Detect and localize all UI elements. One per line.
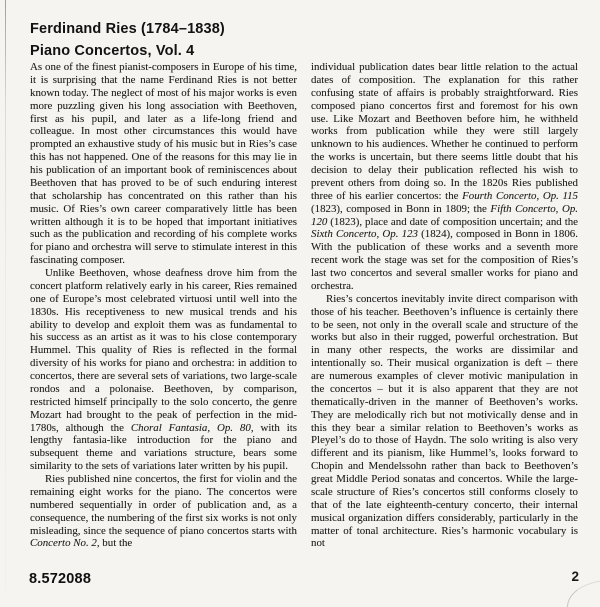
album-title: Piano Concertos, Vol. 4 [30,42,195,59]
paragraph-2 [30,267,297,473]
work-title-italic: Choral Fantasia, Op. 80 [130,421,251,434]
text-run: (1823), composed in Bonn in 1809; the [311,202,491,215]
text-run: Unlike Beethoven, whose deafness drove him from the concert platform relatively early in his career, Ries remained one of Europe’s most celebrated virtuosi until well into the 1830s. His receptiveness to new musical trends and his ability to develop and exploit them was as fundamental to his success as an artist as it was to his close contemporary Hummel. This quality of Ries is reflected in the formal diversity of his works for piano and orchestra: in addition to concertos, there are several sets of variations, two large-scale rondos and a polonaise. Beethoven, by comparison, restricted himself principally to the solo concerto, the genre Mozart had brought to the peak of perfection in the mid-1780s, although the [30,267,297,434]
page-curl-mark [567,580,600,607]
liner-notes-text [30,61,579,550]
work-title-italic: Sixth Concerto, Op. 123 [311,228,418,241]
text-run: , but the [96,537,133,550]
text-run: Ries published nine concertos, the first for violin and the remaining eight works for the piano. The concertos were numbered sequentially in order of publication and, as a consequence, the numbering of the first six works is not only misleading, since the sequence of piano concertos starts with [30,473,297,537]
text-run: , with its lengthy fantasia-like introduction for the piano and subsequent theme and variations structure, bears some similarity to the sets of variations later written by his pupil. [30,421,298,473]
catalog-number: 8.572088 [29,571,92,587]
work-title-italic: Fourth Concerto, Op. 115 [462,189,578,202]
work-title-italic: Fifth Concerto, Op. 120 [311,202,578,228]
work-title-italic: Concerto No. 2 [30,537,97,550]
text-run: (1823), place and date of composition uncertain; and the [327,215,578,228]
composer-title: Ferdinand Ries (1784–1838) [30,21,225,37]
right-column [311,61,578,550]
left-column [30,61,297,550]
paragraph-1: As one of the finest pianist-composers in Europe of his time, it is surprising that the name Ferdinand Ries is not better known today. The neglect of most of his major works is even more puzzling given his long association with Beethoven, first as his pupil, and later as a life-long friend and colleague. In most other circumstances this would have prompted an exhaustive study of his music but in Ries’s case this has not happened. One of the reasons for this may lie in his publication of an important book of reminiscences about Beethoven that has proved to be of such enduring interest that scholarship has concentrated on this rather than his music. Of Ries’s own career comparatively little has been written although it is to be hoped that important initiatives such as the publication and recording of his complete works for piano and orchestra will serve to stimulate interest in this fascinating composer. [30,61,297,267]
paragraph-5: Ries’s concertos inevitably invite direct comparison with those of his teacher. Beethoven’s influence is certainly there to be seen, not only in the overall scale and structure of the works but also in their rugged, powerful orchestration. But in many other respects, the works are dissimilar and intentionally so. Their musical organization is deft – there are numerous examples of clever motivic manipulation in the concertos – but it is also apparent that they are not thematically-driven in the manner of Beethoven’s works. They are melodically rich but not motivically dense and in this they bear a similar relation to Beethoven’s works as Pleyel’s do to those of Haydn. The solo writing is also very different and its pianism, like Hummel’s, looks forward to Chopin and Mendelssohn rather than back to Beethoven’s great Middle Period sonatas and concertos. While the large-scale structure of Ries’s concertos still conforms closely to that of the late eighteenth-century concerto, their internal musical organization differs considerably, particularly in the matter of tonal architecture. Ries’s harmonic vocabulary is not [311,292,578,550]
paragraph-4 [311,61,578,293]
text-run: individual publication dates bear little relation to the actual dates of composition. The explanation for this rather confusing state of affairs is probably straightforward. Ries composed piano concertos first and foremost for his own use. Like Mozart and Beethoven before him, he withheld works from publication while they were still largely unknown to his audiences. Whether he continued to perform the works is uncertain, but there seems little doubt that his decision to delay their publication reflected his wish to prevent others from doing so. In the 1820s Ries published three of his earlier concertos: the [311,61,578,202]
scan-edge-artifact [5,0,6,595]
page-number: 2 [571,569,579,584]
paragraph-3 [30,473,297,550]
text-run: (1824), composed in Bonn in 1806. With the publication of these works and a seventh more recent work the stage was set for the composition of Ries’s last two concertos and several smaller works for piano and orchestra. [311,228,578,292]
page-header [30,19,225,62]
